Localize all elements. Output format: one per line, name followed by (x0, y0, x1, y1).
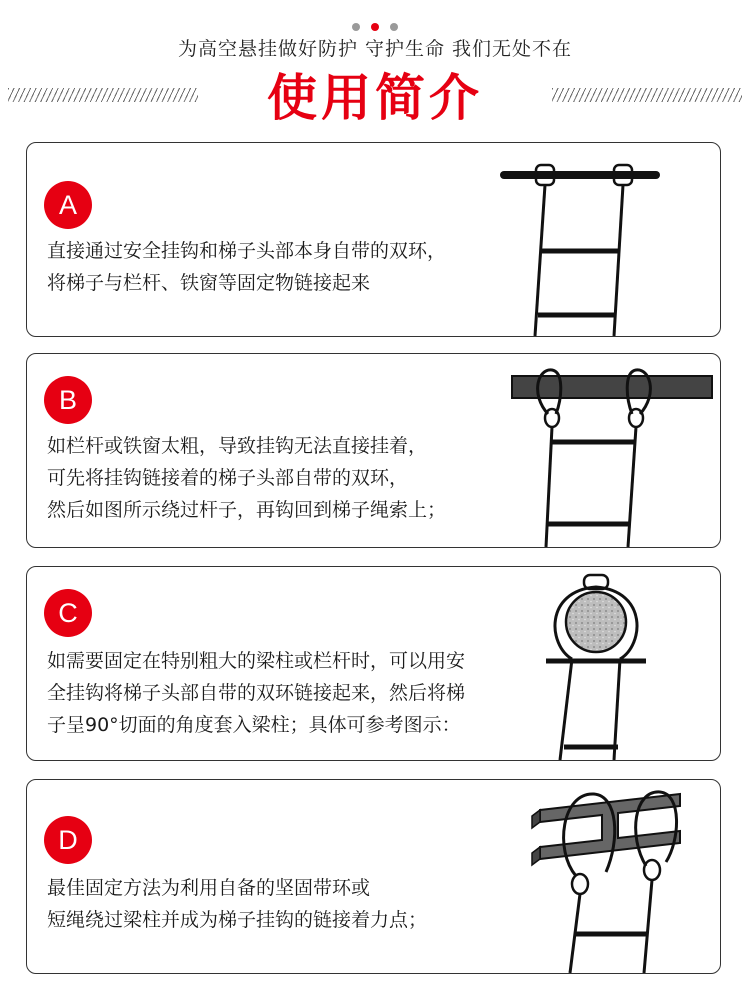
instruction-line: 直接通过安全挂钩和梯子头部本身自带的双环， (47, 240, 447, 262)
page-dot[interactable] (352, 23, 360, 31)
instruction-line: 如需要固定在特别粗大的梁柱或栏杆时，可以用安 (47, 650, 466, 672)
page-title: 使用简介 (267, 69, 483, 127)
ladder-i-beam-illustration (510, 780, 720, 973)
page-indicator (0, 16, 750, 35)
instruction-card-a (26, 142, 721, 337)
ladder-pillar-illustration (520, 567, 720, 760)
instruction-line: 可先将挂钩链接着的梯子头部自带的双环， (47, 467, 409, 489)
ladder-thick-bar-illustration (490, 354, 720, 547)
slogan: 为高空悬挂做好防护 守护生命 我们无处不在 (177, 38, 573, 60)
instruction-text-d (47, 872, 427, 936)
instruction-text-a (47, 235, 446, 299)
instruction-card-d (26, 779, 721, 974)
page-dot[interactable] (390, 23, 398, 31)
page-dot-active[interactable] (371, 23, 379, 31)
step-badge-d: D (44, 816, 92, 864)
instruction-text-c (47, 645, 465, 741)
instruction-line: 如栏杆或铁窗太粗，导致挂钩无法直接挂着， (47, 435, 428, 457)
instruction-line: 将梯子与栏杆、铁窗等固定物链接起来 (47, 272, 371, 294)
step-badge-c: C (44, 589, 92, 637)
step-badge-b: B (44, 376, 92, 424)
instruction-line: 然后如图所示绕过杆子，再钩回到梯子绳索上； (47, 499, 447, 521)
instruction-text-b (47, 430, 446, 526)
instruction-line: 全挂钩将梯子头部自带的双环链接起来，然后将梯 (47, 682, 466, 704)
instruction-line: 最佳固定方法为利用自备的坚固带环或 (47, 877, 371, 899)
step-badge-a: A (44, 181, 92, 229)
instruction-card-b (26, 353, 721, 548)
instruction-line: 子呈90°切面的角度套入梁柱；具体可参考图示： (47, 714, 461, 736)
ladder-bar-illustration (490, 143, 720, 336)
instruction-card-c (26, 566, 721, 761)
instruction-line: 短绳绕过梁柱并成为梯子挂钩的链接着力点； (47, 909, 428, 931)
